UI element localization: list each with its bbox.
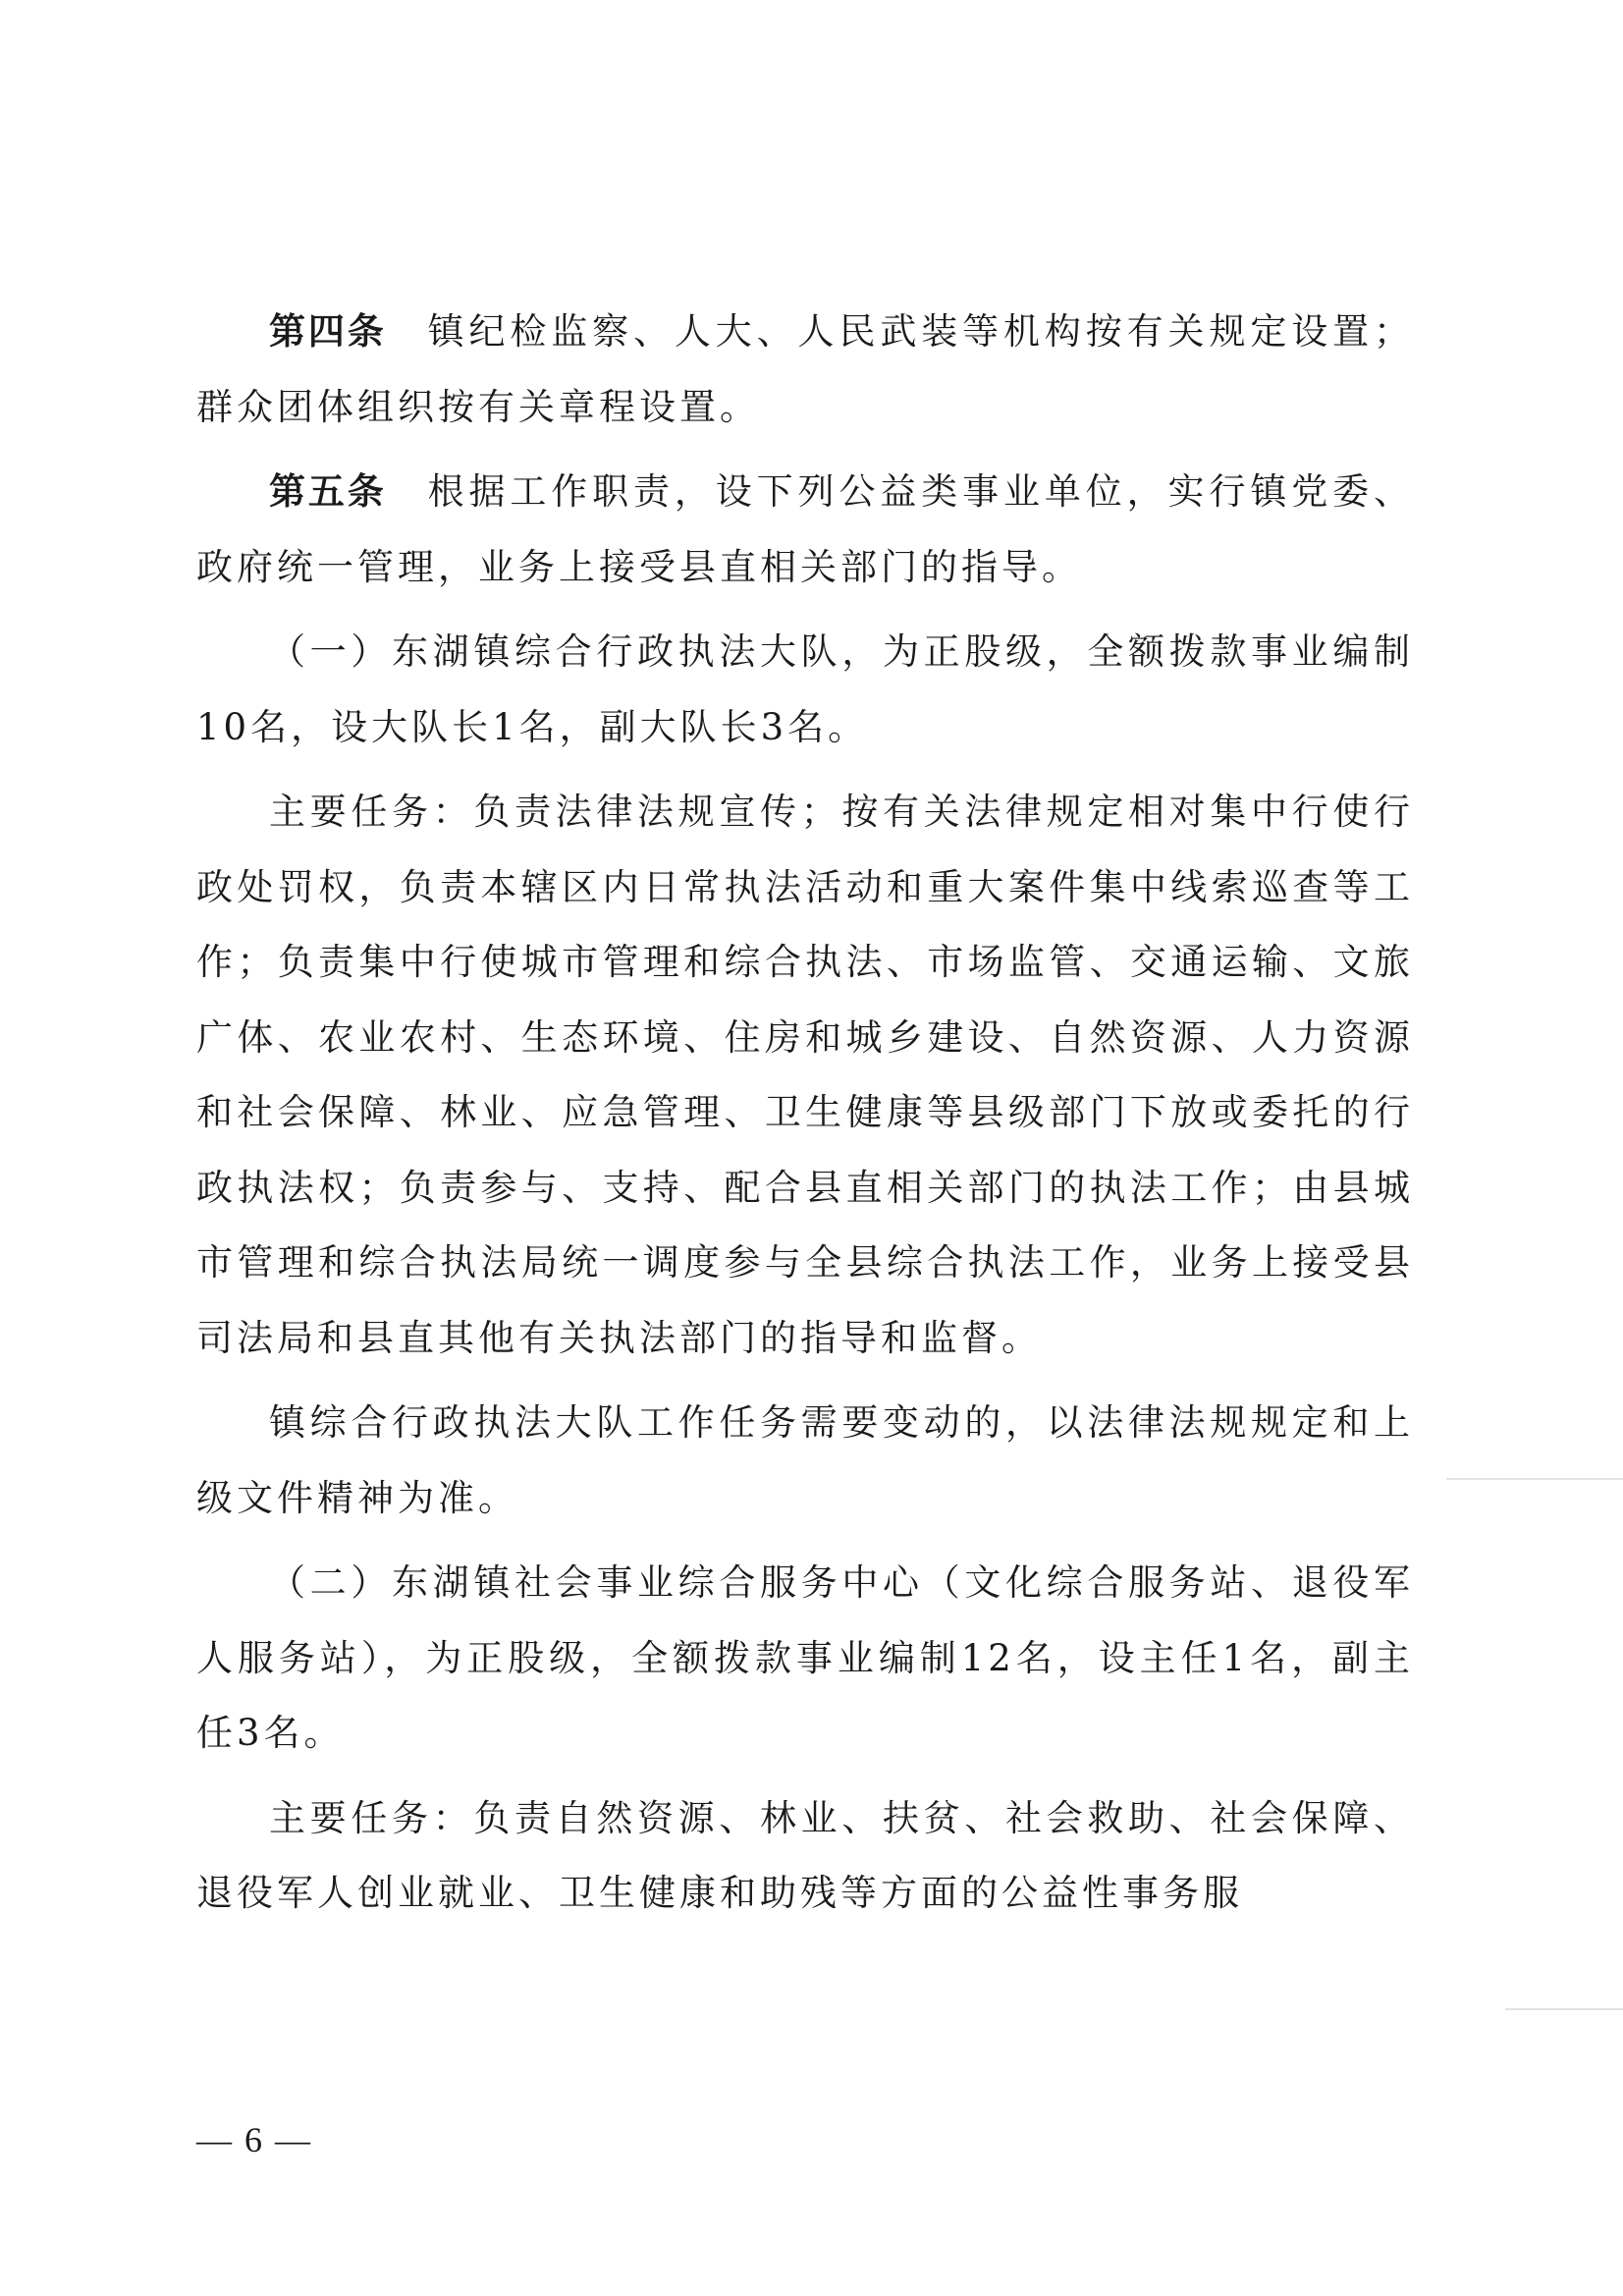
unit-2-intro: （二）东湖镇社会事业综合服务中心（文化综合服务站、退役军人服务站），为正股级，全额拨款事业编制12名，设主任1名，副主任3名。 xyxy=(196,1561,1414,1754)
unit-1-note: 镇综合行政执法大队工作任务需要变动的，以法律法规规定和上级文件精神为准。 xyxy=(196,1401,1414,1519)
article-4-text: 镇纪检监察、人大、人民武装等机构按有关规定设置；群众团体组织按有关章程设置。 xyxy=(196,310,1415,428)
article-5-paragraph xyxy=(196,455,1414,605)
scan-artifact-line xyxy=(1505,2008,1623,2010)
article-5-heading: 第五条 xyxy=(269,470,387,513)
unit-1-tasks: 主要任务：负责法律法规宣传；按有关法律规定相对集中行使行政处罚权，负责本辖区内日常执法活动和重大案件集中线索巡查等工作；负责集中行使城市管理和综合执法、市场监管、交通运输、文旅广体、农业农村、生态环境、住房和城乡建设、自然资源、人力资源和社会保障、林业、应急管理、卫生健康等县级部门下放或委托的行政执法权；负责参与、支持、配合县直相关部门的执法工作；由县城市管理和综合执法局统一调度参与全县综合执法工作，业务上接受县司法局和县直其他有关执法部门的指导和监督。 xyxy=(196,791,1414,1359)
unit-2-tasks: 主要任务：负责自然资源、林业、扶贫、社会救助、社会保障、退役军人创业就业、卫生健康和助残等方面的公益性事务服 xyxy=(196,1796,1414,1914)
page-number: — 6 — xyxy=(196,2120,312,2159)
article-4-paragraph xyxy=(196,295,1414,445)
article-4-heading: 第四条 xyxy=(269,310,387,353)
document-body xyxy=(196,295,1414,1932)
article-5-text: 根据工作职责，设下列公益类事业单位，实行镇党委、政府统一管理，业务上接受县直相关部门的指导。 xyxy=(196,470,1415,588)
scan-artifact-line xyxy=(1446,1478,1623,1480)
unit-1-intro: （一）东湖镇综合行政执法大队，为正股级，全额拨款事业编制10名，设大队长1名，副大队长3名。 xyxy=(196,630,1414,748)
